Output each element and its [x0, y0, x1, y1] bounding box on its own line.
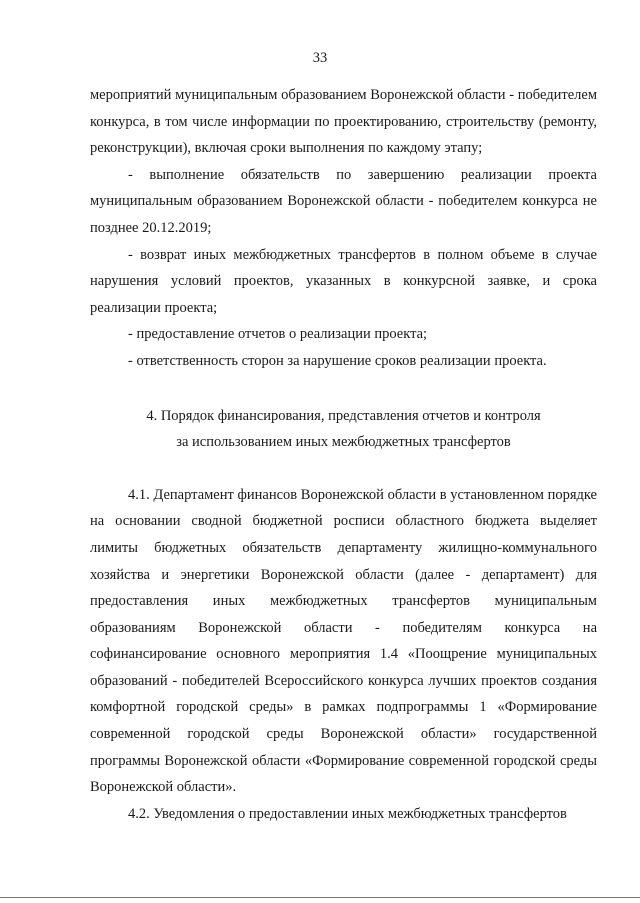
list-item-refund: - возврат иных межбюджетных трансфертов в полном объеме в случае нарушения условий проектов, указанных в конкурсной заявке, и срока реализации проекта;: [90, 246, 597, 316]
section-heading-line2: за использованием иных межбюджетных трансфертов: [176, 434, 511, 451]
paragraph-4-2: 4.2. Уведомления о предоставлении иных межбюджетных трансфертов: [128, 805, 567, 822]
paragraph-4-1: 4.1. Департамент финансов Воронежской области в установленном порядке на основании сводной бюджетной росписи областного бюджета выделяет лимиты бюджетных обязательств департаменту жилищно-коммунального хозяйства и энергетики Воронежской области (далее - департамент) для предоставления иных межбюджетных трансфертов муниципальным образованиям Воронежской области - победителям конкурса на софинансирование основного мероприятия 1.4 «Поощрение муниципальных образований - победителей Всероссийского конкурса лучших проектов создания комфортной городской среды» в рамках подпрограммы 1 «Формирование современной городской среды Воронежской области» государственной программы Воронежской области «Формирование современной городской среды Воронежской области».: [90, 486, 597, 796]
section-heading-line1: 4. Порядок финансирования, представления отчетов и контроля: [146, 407, 541, 424]
section-heading: [90, 403, 597, 456]
list-item-reports: - предоставление отчетов о реализации проекта;: [128, 326, 428, 343]
page-number: 33: [312, 50, 328, 66]
document-body: [90, 82, 597, 827]
page-bottom-border: [0, 897, 640, 898]
paragraph-continuation: мероприятий муниципальным образованием Воронежской области - победителем конкурса, в том числе информации по проектированию, строительству (ремонту, реконструкции), включая сроки выполнения по каждому этапу;: [90, 87, 597, 157]
list-item-obligations: - выполнение обязательств по завершению реализации проекта муниципальным образованием Воронежской области - победителем конкурса не позднее 20.12.2019;: [90, 166, 597, 236]
list-item-responsibility: - ответственность сторон за нарушение сроков реализации проекта.: [128, 352, 547, 369]
